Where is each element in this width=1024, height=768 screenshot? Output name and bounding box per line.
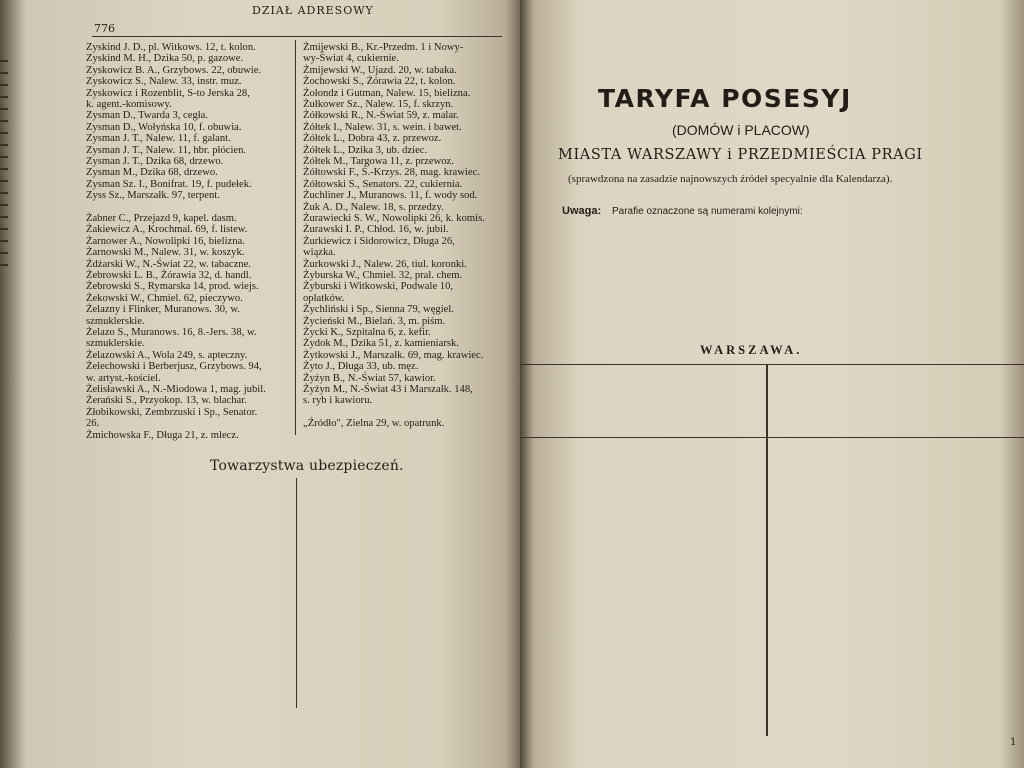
directory-entry: Zyskowicz B. A., Grzybows. 22, obuwie. <box>86 64 262 76</box>
directory-entry: Żytkowski J., Marszałk. 69, mag. krawiec. <box>303 349 484 361</box>
subtitle-city: MIASTA WARSZAWY i PRZEDMIEŚCIA PRAGI <box>558 147 923 163</box>
directory-entry: Żerański S., Przyokop. 13, w. blachar. <box>86 395 247 407</box>
directory-entry: „Źródło", Zielna 29, w. opatrunk. <box>303 418 445 430</box>
directory-entry: w. artyst.-kościel. <box>86 372 161 384</box>
directory-entry: Zysman J. T., Nalew. 11, hbr. płócien. <box>86 144 247 156</box>
directory-entry: Żelazny i Flinker, Muranows. 30, w. <box>86 304 240 316</box>
directory-entry: Żurkowski J., Nalew. 26, tiul. koronki. <box>303 258 467 270</box>
directory-entry: Żurawiecki S. W., Nowolipki 26, k. komis. <box>303 213 485 224</box>
section-title: Towarzystwa ubezpieczeń. <box>210 458 404 474</box>
directory-entry: Zysman J. T., Dzika 68, drzewo. <box>86 156 224 167</box>
directory-entry: Żyżyn M., N.-Świat 43 i Marszałk. 148, <box>303 384 473 395</box>
directory-entry: Żuchliner J., Muranows. 11, f. wody sod. <box>303 190 478 202</box>
column-divider <box>295 40 296 435</box>
table-top-rule <box>520 364 1024 365</box>
directory-entry: Żmichowska F., Długa 21, z. mlecz. <box>86 429 239 441</box>
directory-entry: Żółtowski F., Ś.-Krzys. 28, mag. krawiec. <box>303 167 480 179</box>
uwaga-text: Parafie oznaczone są numerami kolejnymi: <box>612 206 803 217</box>
directory-entry: Żółtek L., Dobra 43, z. przewoz. <box>303 133 442 145</box>
uwaga-label: Uwaga: <box>562 205 602 217</box>
table-middle-rule <box>766 364 768 736</box>
directory-entry: Żuk A. D., Nalew. 18, s. przedzy. <box>303 201 444 213</box>
directory-entry: Żyburski i Witkowski, Podwale 10, <box>303 281 454 293</box>
directory-entry: Żdżarski W., N.-Świat 22, w. tabaczne. <box>86 258 251 270</box>
directory-entry: Żarnower A., Nowolipki 16, bielizna. <box>86 235 245 247</box>
directory-entry: Zysman D., Wołyńska 10, f. obuwia. <box>86 121 242 133</box>
right-page <box>520 0 1024 768</box>
directory-entry: Żółtek L., Dzika 3, ub. dziec. <box>303 144 428 156</box>
directory-entry: Żabner C., Przejazd 9, kapel. dasm. <box>86 213 237 224</box>
directory-entry: Żebrowski S., Rymarska 14, prod. wiejs. <box>86 281 259 293</box>
city-heading: WARSZAWA. <box>700 343 803 357</box>
directory-entry: Żyto J., Długa 33, ub. męz. <box>303 361 419 373</box>
directory-entry: Żekowski W., Chmiel. 62, pieczywo. <box>86 292 243 304</box>
directory-entry: Żurawski I. P., Chłod. 16, w. jubil. <box>303 224 449 236</box>
directory-entry: Żyżyn B., N.-Świat 57, kawior. <box>303 372 436 384</box>
page-corner-mark: 1 <box>1010 737 1017 748</box>
subtitle: (DOMÓW i PLACOW) <box>672 122 810 138</box>
directory-entry: Życki K., Szpitalna 6, z. kefir. <box>303 327 431 338</box>
directory-entry: Zysman Sz. I., Bonifrat. 19, f. pudełek. <box>86 178 252 190</box>
directory-entry: Żółkowski R., N.-Świat 59, z. malar. <box>303 110 459 122</box>
header-rule <box>92 36 502 37</box>
directory-entry: Żelazowski A., Wola 249, s. apteczny. <box>86 349 248 361</box>
directory-entry: 26. <box>86 418 100 430</box>
directory-entry: Żułkower Sz., Nalew. 15, f. skrzyn. <box>303 99 454 110</box>
directory-entry: Zyskind M. H., Dzika 50, p. gazowe. <box>86 53 244 65</box>
directory-entry: Żelechowski i Berberjusz, Grzybows. 94, <box>86 361 262 373</box>
directory-entry: Żarnowski M., Nalew. 31, w. koszyk. <box>86 247 245 259</box>
directory-entry: Żelazo S., Muranows. 16, 8.-Jers. 38, w. <box>86 327 257 338</box>
directory-entry: Żółtek M., Targowa 11, z. przewoz. <box>303 156 454 167</box>
directory-entry: Żydok M., Dzika 51, z. kamieniarsk. <box>303 338 459 350</box>
directory-entry: Żółtowski S., Senators. 22, cukiernia. <box>303 178 463 190</box>
page-number: 776 <box>94 22 115 35</box>
page-edge-marks <box>0 60 8 270</box>
directory-entry: Zyskowicz S., Nalew. 33, instr. muz. <box>86 76 242 88</box>
directory-entry: Żurkiewicz i Sidorowicz, Długa 26, <box>303 235 455 247</box>
directory-entry: wy-Świat 4, cukiernie. <box>303 53 399 65</box>
directory-entry: Żelisławski A., N.-Miodowa 1, mag. jubil. <box>86 384 266 395</box>
directory-entry: Zysman M., Dzika 68, drzewo. <box>86 167 218 179</box>
directory-entry: Zyskowicz i Rozenblit, S-to Jerska 28, <box>86 87 250 99</box>
title: TARYFA POSESYJ <box>598 84 852 113</box>
directory-entry: Żołondz i Gutman, Nalew. 15, bielizna. <box>303 87 471 99</box>
directory-entry: Żmijewski B., Kr.-Przedm. 1 i Nowy- <box>303 42 464 53</box>
directory-entry: Żochowski S., Żórawia 22, t. kolon. <box>303 76 456 88</box>
table-header-rule <box>520 437 1024 438</box>
directory-entry: opłatków. <box>303 292 345 304</box>
directory-entry: s. ryb i kawioru. <box>303 395 373 407</box>
directory-entry: szmuklerskie. <box>86 338 145 350</box>
running-header: DZIAŁ ADRESOWY <box>252 4 374 17</box>
directory-entry: Żakiewicz A., Krochmal. 69, f. listew. <box>86 224 248 236</box>
directory-entry: Zysman J. T., Nalew. 11, f. galant. <box>86 133 231 145</box>
directory-entry: Żebrowski L. B., Żórawia 32, d. handl. <box>86 270 252 281</box>
subtitle-note: (sprawdzona na zasadzie najnowszych źródeł specyalnie dla Kalendarza). <box>568 173 893 185</box>
directory-entry: Żłobikowski, Zembrzuski i Sp., Senator. <box>86 406 258 418</box>
directory-entry: k. agent.-komisowy. <box>86 99 172 110</box>
directory-entry: Życieński M., Bielań. 3, m. piśm. <box>303 315 446 327</box>
directory-entry: szmuklerskie. <box>86 315 145 327</box>
directory-entry: Żmijewski W., Ujazd. 20, w. tabaka. <box>303 64 457 76</box>
directory-entry: Zysman D., Twarda 3, cegła. <box>86 110 209 122</box>
insurance-divider <box>296 478 297 708</box>
directory-entry: Żychliński i Sp., Sienna 79, węgiel. <box>303 304 454 316</box>
directory-entry: wiązka. <box>303 247 336 259</box>
directory-entry: Żyburska W., Chmiel. 32, pral. chem. <box>303 270 463 281</box>
directory-entry: Zyss Sz., Marszałk. 97, terpent. <box>86 190 220 202</box>
directory-entry: Zyskind J. D., pl. Witkows. 12, t. kolon. <box>86 42 256 53</box>
directory-entry: Żółtek I., Nalew. 31, s. wein. i bawet. <box>303 121 462 133</box>
